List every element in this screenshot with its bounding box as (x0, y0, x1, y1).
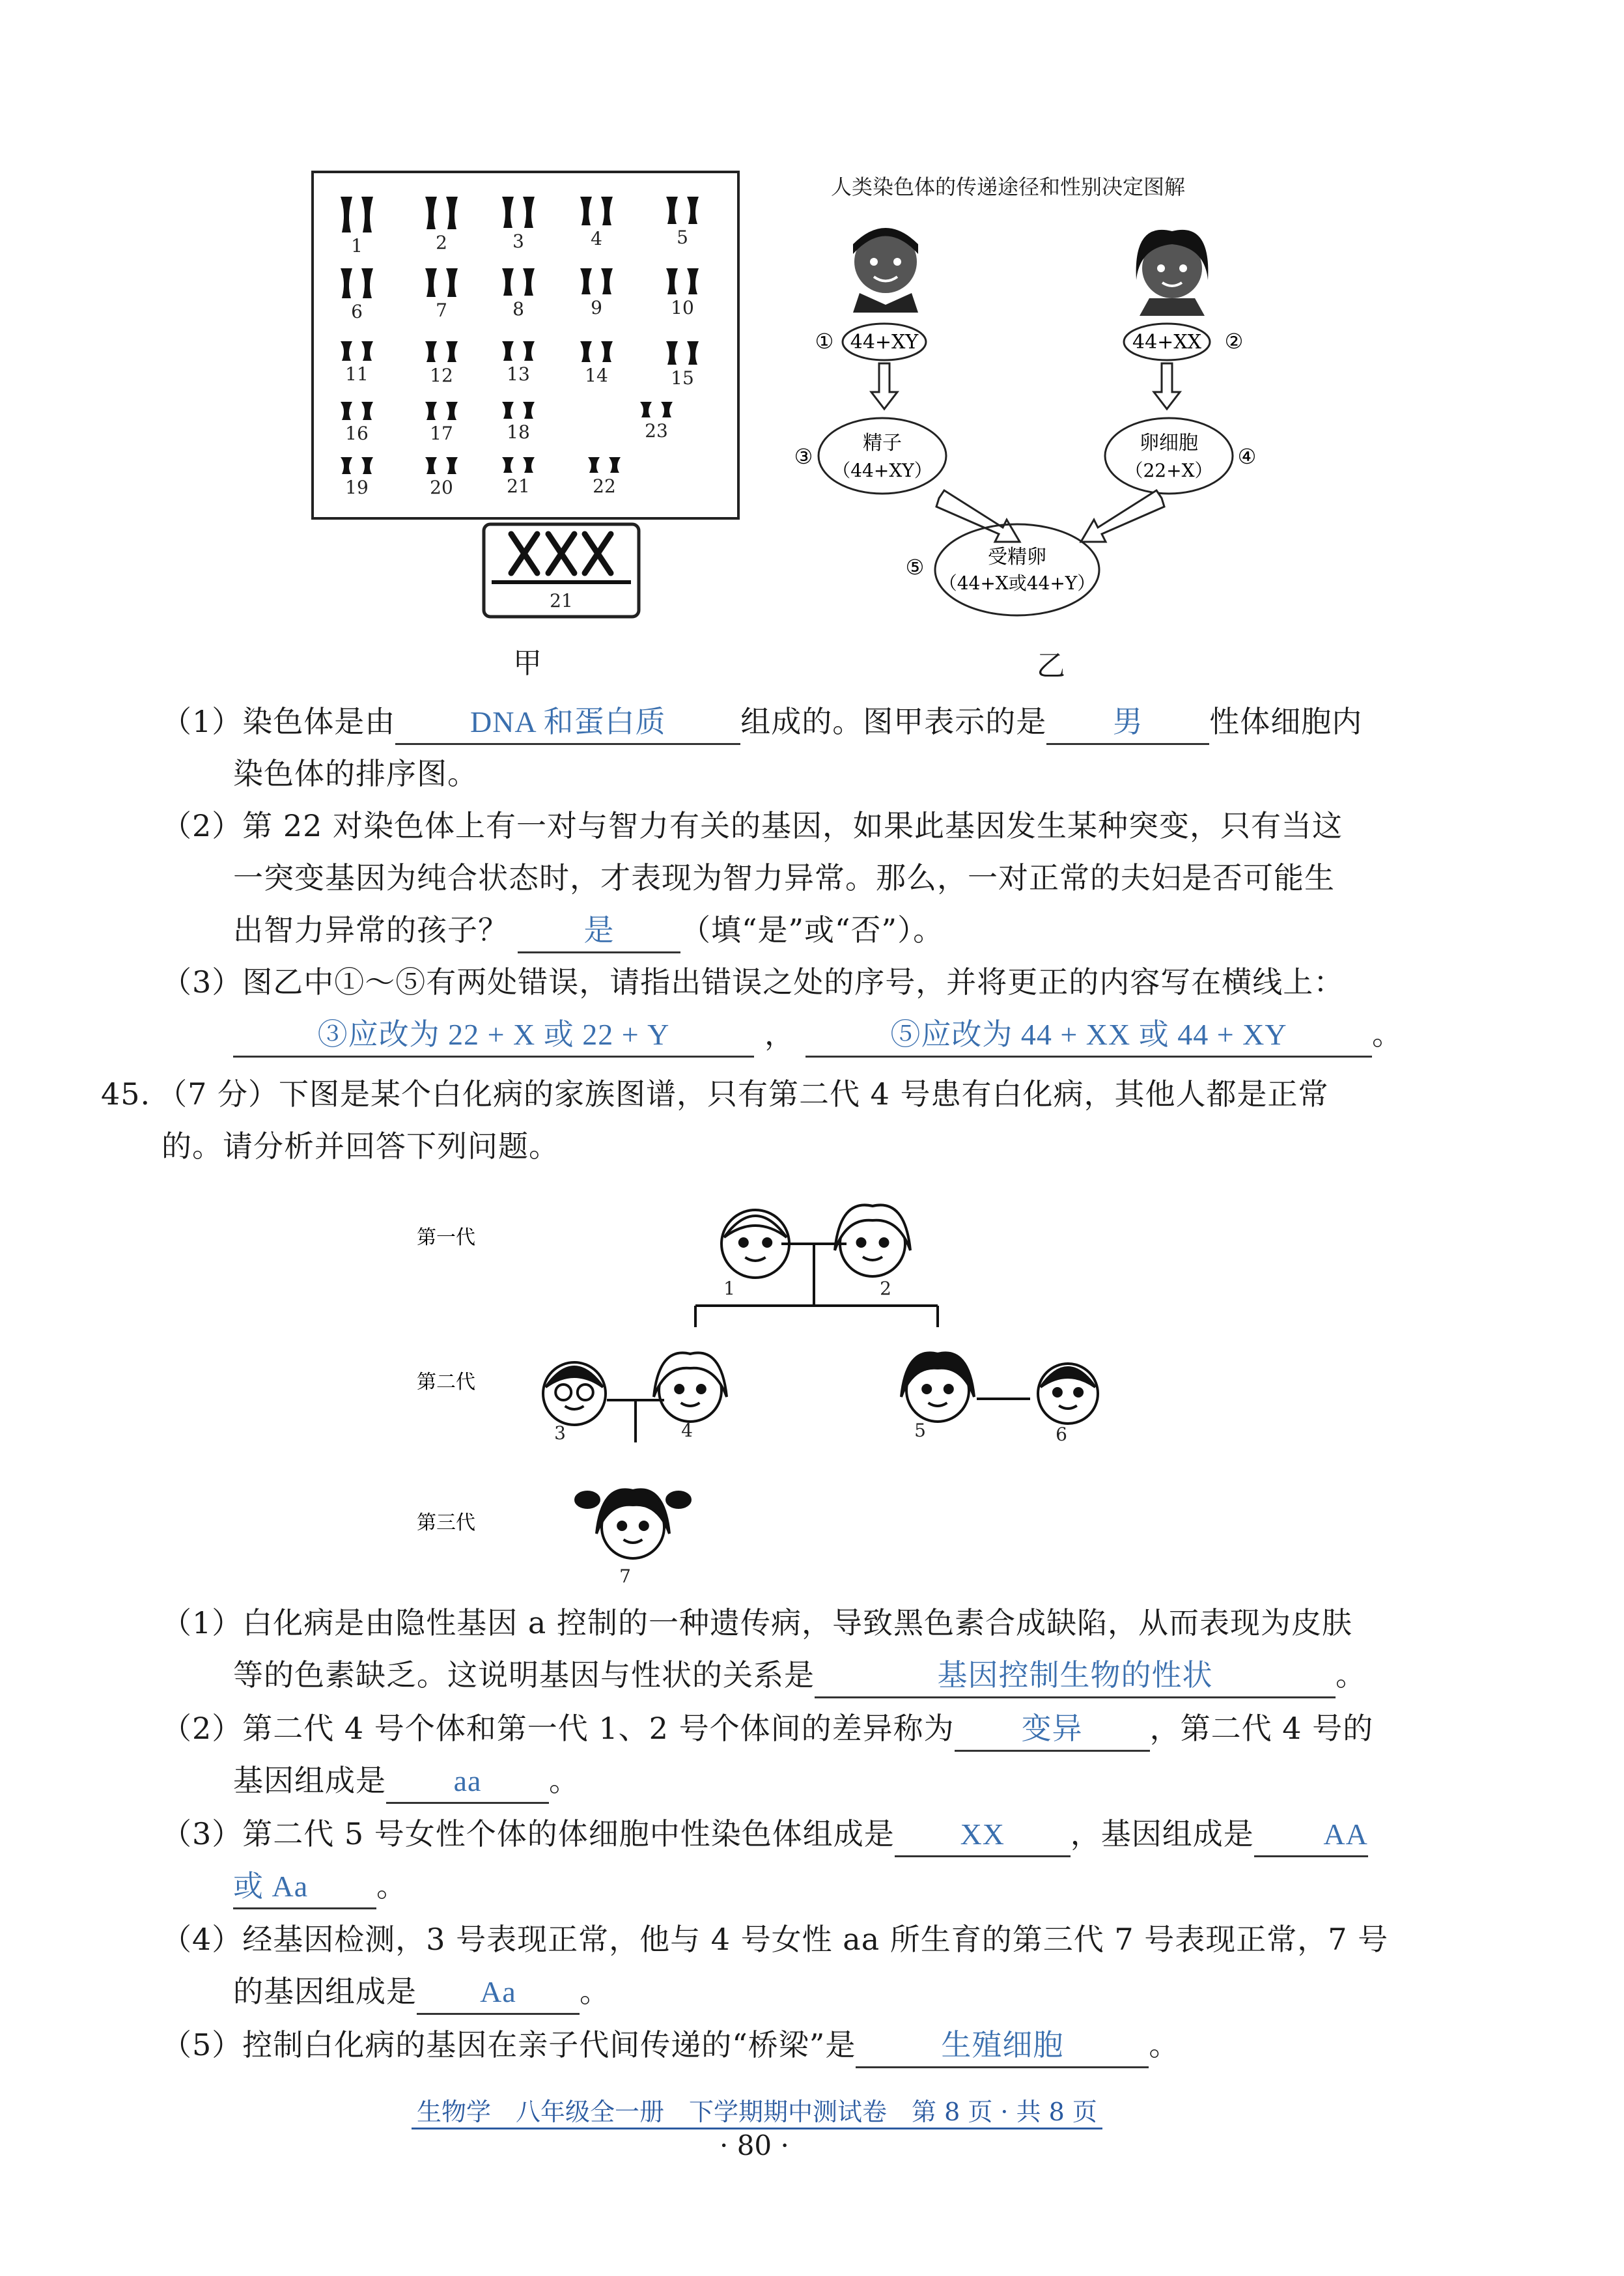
chromosome-mark (523, 341, 535, 361)
q45-part3-line2: 或 Aa 。 (233, 1860, 407, 1912)
chromosome-mark (425, 268, 437, 297)
q44-part1-line1: （1）染色体是由 DNA 和蛋白质 组成的。图甲表示的是 男 性体细胞内 (161, 695, 1362, 748)
chromosome-mark (523, 402, 535, 419)
person-1-face-icon (721, 1210, 789, 1278)
chromosome-mark (666, 341, 678, 365)
caption-jia: 甲 (513, 647, 542, 680)
chromosome-mark (640, 402, 652, 417)
trisomy-inset (482, 522, 641, 619)
caption-yi: 乙 (1037, 649, 1065, 682)
generation-3-label: 第三代 (417, 1511, 475, 1534)
karyotype-figure (311, 171, 740, 520)
zygote-label: 受精卵 (988, 546, 1046, 569)
chromosome-number: 14 (585, 365, 608, 386)
chromosome-number: 5 (677, 227, 688, 248)
chromosome-mark (361, 402, 373, 420)
chromosome-mark (446, 197, 458, 229)
marker-2: ② (1224, 329, 1244, 354)
answer-blank[interactable]: AA (1254, 1816, 1368, 1857)
mother-face-icon (1136, 230, 1209, 316)
person-id-1: 1 (723, 1278, 735, 1299)
chromosome-mark (502, 197, 514, 228)
chromosome-number: 9 (591, 297, 602, 318)
q45-intro-line2: 的。请分析并回答下列问题。 (161, 1129, 559, 1164)
chromosome-number: 1 (351, 235, 363, 257)
chromosome-mark (601, 341, 613, 362)
chromosome-mark (502, 341, 514, 361)
chromosome-number: 21 (507, 475, 530, 497)
chromosome-mark (580, 268, 592, 294)
chromosome-mark (687, 197, 699, 224)
chromosome-mark (666, 197, 678, 224)
chromosome-mark (580, 341, 592, 362)
chromosome-number: 17 (430, 423, 453, 444)
q44-part2-line1: （2）第 22 对染色体上有一对与智力有关的基因，如果此基因发生某种突变，只有当这 (161, 808, 1343, 843)
q45-part5-line1: （5）控制白化病的基因在亲子代间传递的“桥梁”是 生殖细胞 。 (161, 2019, 1179, 2071)
egg-genotype: （22+X） (1125, 460, 1213, 481)
person-id-3: 3 (554, 1422, 566, 1444)
chromosome-number: 7 (436, 300, 447, 321)
chromosome-mark (361, 457, 373, 474)
chromosome-mark (341, 197, 352, 232)
zygote-genotype: （44+X或44+Y） (938, 572, 1096, 594)
person-id-7: 7 (619, 1566, 631, 1587)
figure-yi-title: 人类染色体的传递途径和性别决定图解 (831, 175, 1186, 199)
chromosome-number: 2 (436, 232, 447, 253)
chromosome-number: 15 (671, 367, 694, 389)
answer-blank[interactable]: Aa (417, 1974, 580, 2015)
answer-blank[interactable]: ③应改为 22 + X 或 22 + Y (233, 1017, 754, 1058)
chromosome-number: 13 (507, 363, 530, 385)
chromosome-mark (361, 197, 373, 232)
marker-1: ① (815, 329, 834, 354)
generation-1-label: 第一代 (417, 1226, 475, 1249)
pedigree-chart (404, 1179, 1133, 1595)
person-id-4: 4 (681, 1420, 693, 1441)
page-number: · 80 · (720, 2129, 789, 2161)
generation-2-label: 第二代 (417, 1371, 475, 1394)
answer-blank[interactable]: 是 (518, 912, 680, 953)
q44-part2-line3: 出智力异常的孩子？ 是 （填“是”或“否”）。 (233, 904, 944, 956)
q45-part4-line1: （4）经基因检测，3 号表现正常，他与 4 号女性 aa 所生育的第三代 7 号表现正常，7 号 (161, 1922, 1389, 1957)
sperm-label: 精子 (863, 432, 902, 455)
down-arrow-icon (871, 363, 1180, 409)
q44-part3-line1: （3）图乙中①～⑤有两处错误，请指出错误之处的序号，并将更正的内容写在横线上： (161, 964, 1345, 1000)
father-face-icon (853, 228, 918, 313)
chromosome-mark (425, 457, 437, 474)
chromosome-mark (666, 268, 678, 294)
chromosome-mark (341, 341, 352, 361)
q45-part1-line2: 等的色素缺乏。这说明基因与性状的关系是 基因控制生物的性状 。 (233, 1649, 1366, 1701)
chromosome-mark (601, 197, 613, 225)
chromosome-mark (502, 268, 514, 296)
answer-blank[interactable]: DNA 和蛋白质 (395, 704, 740, 745)
chromosome-mark (446, 457, 458, 474)
person-5-face-icon (901, 1353, 974, 1422)
chromosome-mark (341, 457, 352, 474)
chromosome-mark (425, 197, 437, 229)
chromosome-mark (361, 341, 373, 361)
person-7-face-icon (576, 1489, 690, 1558)
answer-blank[interactable]: ⑤应改为 44 + XX 或 44 + XY (805, 1017, 1372, 1058)
answer-blank[interactable]: 生殖细胞 (856, 2027, 1149, 2068)
person-3-face-icon (543, 1362, 606, 1425)
answer-blank[interactable]: XX (895, 1816, 1071, 1857)
egg-label: 卵细胞 (1140, 432, 1198, 455)
chromosome-mark (446, 341, 458, 362)
chromosome-number: 10 (671, 297, 694, 318)
q45-part3-line1: （3）第二代 5 号女性个体的体细胞中性染色体组成是 XX ，基因组成是 AA (161, 1808, 1368, 1860)
chromosome-mark (661, 402, 673, 417)
q45-intro-line1: 45. （7 分）下图是某个白化病的家族图谱，只有第二代 4 号患有白化病，其他人都是正常 (101, 1076, 1329, 1112)
mother-genotype: 44+XX (1132, 331, 1202, 354)
chromosome-mark (425, 402, 437, 420)
karyotype-diagram (311, 171, 740, 520)
answer-blank[interactable]: 变异 (955, 1711, 1150, 1752)
chromosome-mark (523, 197, 535, 228)
sperm-genotype: （44+XY） (832, 460, 932, 481)
person-id-5: 5 (914, 1420, 926, 1441)
person-4-face-icon (654, 1353, 727, 1422)
q45-part4-line2: 的基因组成是 Aa 。 (233, 1965, 610, 2017)
chromosome-mark (687, 268, 699, 294)
q45-part1-line1: （1）白化病是由隐性基因 a 控制的一种遗传病，导致黑色素合成缺陷，从而表现为皮肤 (161, 1605, 1352, 1640)
chromosome-number: 20 (430, 477, 453, 498)
person-2-face-icon (835, 1205, 910, 1276)
q44-part3-line2: ③应改为 22 + X 或 22 + Y ， ⑤应改为 44 + XX 或 44 + XY 。 (233, 1008, 1403, 1060)
chromosome-number: 16 (345, 423, 369, 444)
chromosome-mark (425, 341, 437, 362)
inset-number: 21 (550, 590, 573, 611)
q45-part2-line2: 基因组成是 aa 。 (233, 1754, 580, 1806)
q44-part1-line2: 染色体的排序图。 (233, 756, 478, 791)
chromosome-number: 8 (512, 298, 524, 320)
footer-text: 生物学 八年级全一册 下学期期中测试卷 第 8 页 · 共 8 页 (412, 2092, 1102, 2129)
chromosome-mark (341, 268, 352, 298)
person-id-6: 6 (1056, 1424, 1067, 1445)
chromosome-number: 4 (591, 228, 602, 249)
q44-part2-line2: 一突变基因为纯合状态时，才表现为智力异常。那么，一对正常的夫妇是否可能生 (233, 860, 1335, 895)
answer-blank[interactable]: aa (386, 1763, 549, 1804)
marker-3: ③ (794, 444, 813, 469)
marker-4: ④ (1237, 444, 1257, 469)
marker-5: ⑤ (905, 555, 925, 580)
chromosome-number: 19 (345, 477, 369, 498)
chromosome-mark (361, 268, 373, 298)
chromosome-number: 6 (351, 301, 363, 322)
person-id-2: 2 (880, 1278, 891, 1299)
chromosome-mark (588, 457, 600, 473)
transmission-diagram (788, 208, 1270, 625)
chromosome-number: 12 (430, 365, 453, 386)
chromosome-mark (502, 402, 514, 419)
chromosome-mark (609, 457, 621, 473)
chromosome-number: 11 (345, 363, 369, 385)
chromosome-number: 22 (593, 475, 616, 497)
chromosome-mark (687, 341, 699, 365)
answer-blank[interactable]: 男 (1046, 704, 1209, 745)
chromosome-mark (446, 402, 458, 420)
chromosome-mark (502, 457, 514, 473)
chromosome-mark (446, 268, 458, 297)
answer-blank[interactable]: 或 Aa (233, 1868, 376, 1909)
person-6-face-icon (1038, 1364, 1098, 1424)
chromosome-number: 23 (645, 420, 668, 442)
merge-arrow-icon (936, 490, 1164, 542)
chromosome-number: 3 (512, 231, 524, 252)
chromosome-mark (523, 457, 535, 473)
chromosome-mark (523, 268, 535, 296)
chromosome-number: 18 (507, 421, 530, 443)
answer-blank[interactable]: 基因控制生物的性状 (815, 1657, 1336, 1698)
father-genotype: 44+XY (850, 331, 919, 354)
chromosome-mark (601, 268, 613, 294)
chromosome-mark (580, 197, 592, 225)
q45-part2-line1: （2）第二代 4 号个体和第一代 1、2 号个体间的差异称为 变异 ，第二代 4 号的 (161, 1702, 1373, 1754)
chromosome-mark (341, 402, 352, 420)
